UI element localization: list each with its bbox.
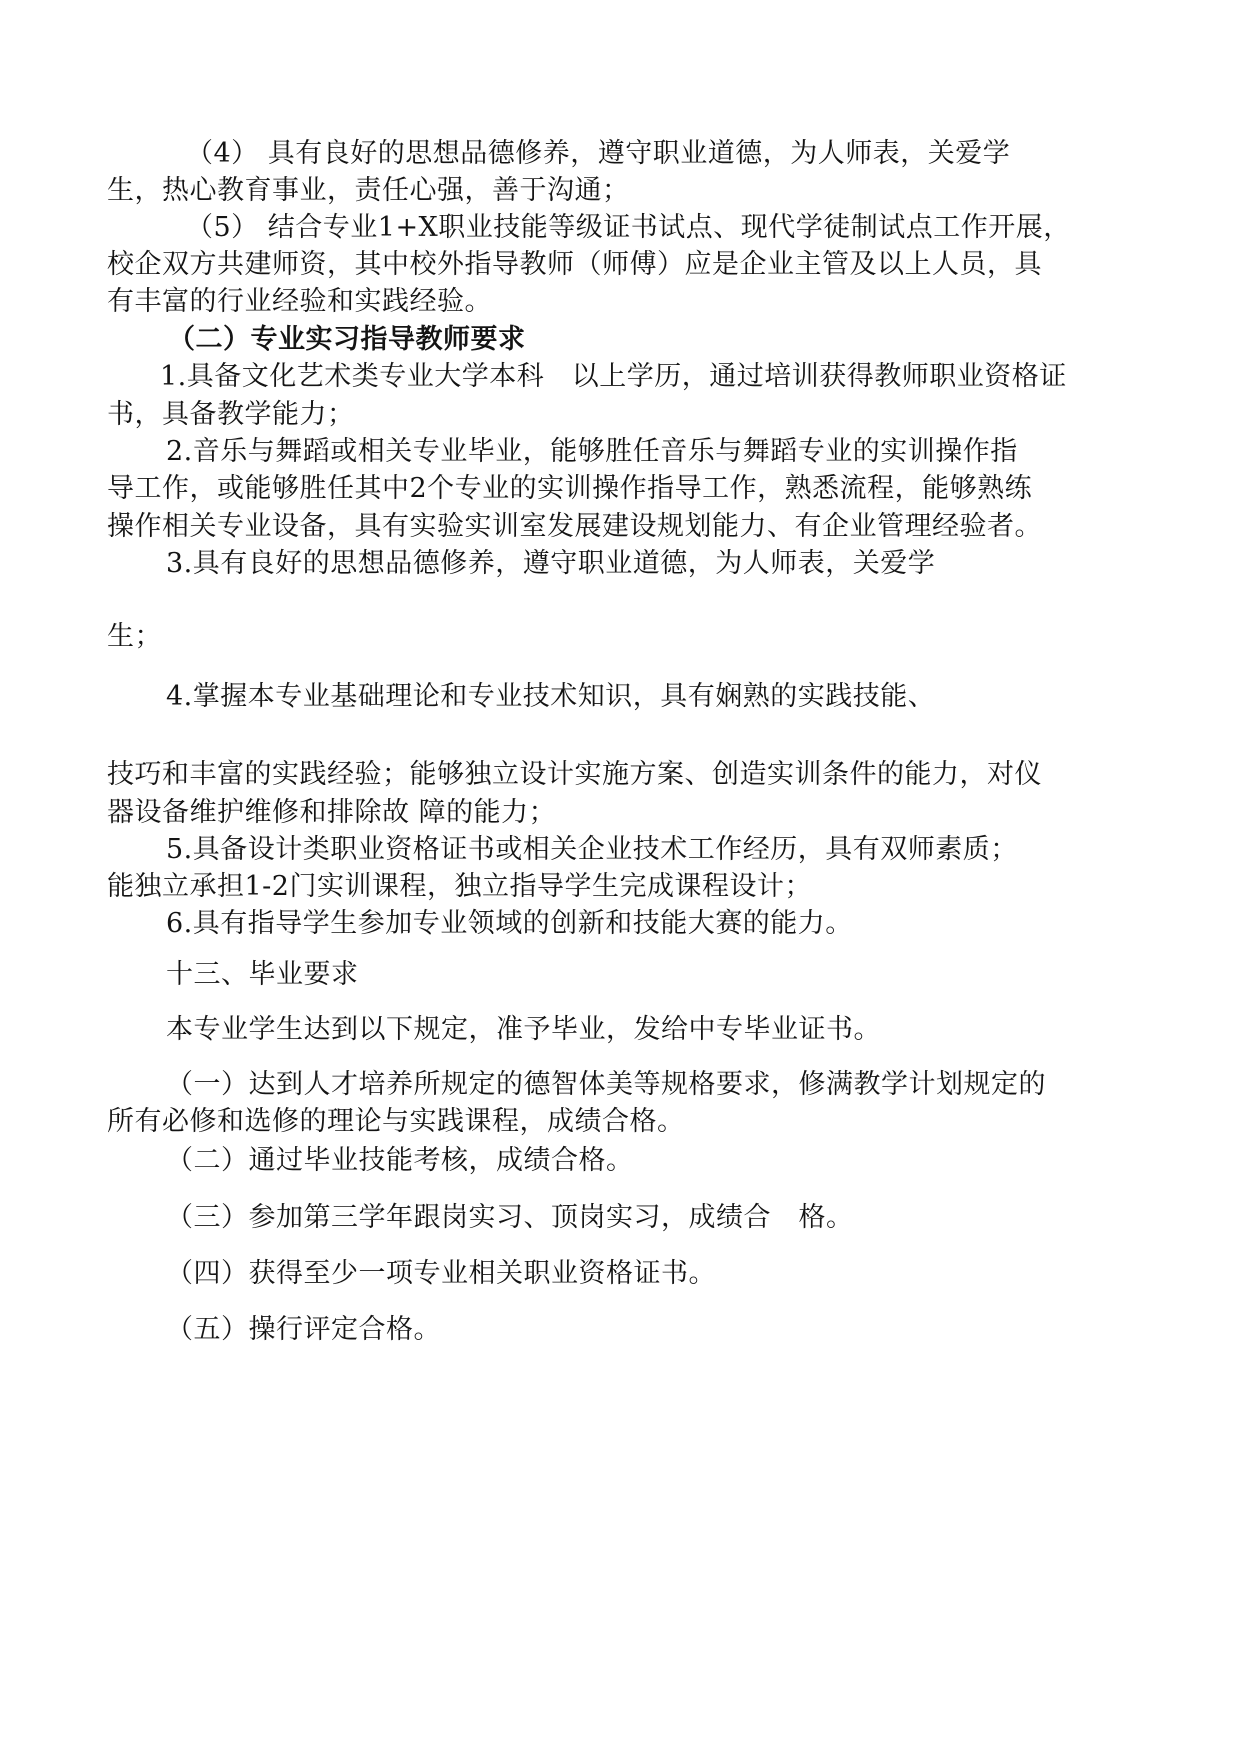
teacher-req-item5-line2: 校企双方共建师资，其中校外指导教师（师傅）应是企业主管及以上人员，具 <box>107 249 1042 280</box>
internship-item6-line1: 6.具有指导学生参加专业领域的创新和技能大赛的能力。 <box>166 908 853 939</box>
internship-item3-line1: 3.具有良好的思想品德修养，遵守职业道德，为人师表，关爱学 <box>166 548 936 579</box>
graduation-req1-line1: （一）达到人才培养所规定的德智体美等规格要求，修满教学计划规定的 <box>166 1069 1046 1100</box>
internship-item5-line1: 5.具备设计类职业资格证书或相关企业技术工作经历，具有双师素质； <box>166 834 1018 865</box>
graduation-req3: （三）参加第三学年跟岗实习、顶岗实习，成绩合 格。 <box>166 1202 854 1233</box>
internship-item5-line2: 能独立承担1-2门实训课程，独立指导学生完成课程设计； <box>107 871 812 902</box>
internship-item1-line2: 书，具备教学能力； <box>107 399 355 430</box>
teacher-req-item5-line1: （5） 结合专业1+X职业技能等级证书试点、现代学徒制试点工作开展， <box>186 212 1071 243</box>
internship-item3-line2: 生； <box>107 621 162 652</box>
graduation-req4: （四）获得至少一项专业相关职业资格证书。 <box>166 1258 716 1289</box>
graduation-req1-line2: 所有必修和选修的理论与实践课程，成绩合格。 <box>107 1106 685 1137</box>
graduation-intro: 本专业学生达到以下规定，准予毕业，发给中专毕业证书。 <box>166 1014 881 1045</box>
teacher-req-item4-line2: 生，热心教育事业，责任心强，善于沟通； <box>107 175 630 206</box>
section-heading-internship-teacher: （二）专业实习指导教师要求 <box>168 324 526 355</box>
internship-item1-line1: 1.具备文化艺术类专业大学本科 以上学历，通过培训获得教师职业资格证 <box>160 361 1067 392</box>
graduation-req5: （五）操行评定合格。 <box>166 1314 441 1345</box>
section-heading-graduation: 十三、毕业要求 <box>166 959 359 990</box>
teacher-req-item5-line3: 有丰富的行业经验和实践经验。 <box>107 286 492 317</box>
internship-item4-line1: 4.掌握本专业基础理论和专业技术知识，具有娴熟的实践技能、 <box>166 681 936 712</box>
internship-item2-line1: 2.音乐与舞蹈或相关专业毕业，能够胜任音乐与舞蹈专业的实训操作指 <box>166 436 1018 467</box>
teacher-req-item4-line1: （4） 具有良好的思想品德修养，遵守职业道德，为人师表，关爱学 <box>186 138 1011 169</box>
graduation-req2: （二）通过毕业技能考核，成绩合格。 <box>166 1145 634 1176</box>
internship-item2-line2: 导工作，或能够胜任其中2个专业的实训操作指导工作，熟悉流程，能够熟练 <box>107 473 1033 504</box>
internship-item2-line3: 操作相关专业设备，具有实验实训室发展建设规划能力、有企业管理经验者。 <box>107 511 1042 542</box>
internship-item4-line2: 技巧和丰富的实践经验；能够独立设计实施方案、创造实训条件的能力，对仪 <box>107 759 1042 790</box>
internship-item4-line3: 器设备维护维修和排除故 障的能力； <box>107 797 557 828</box>
